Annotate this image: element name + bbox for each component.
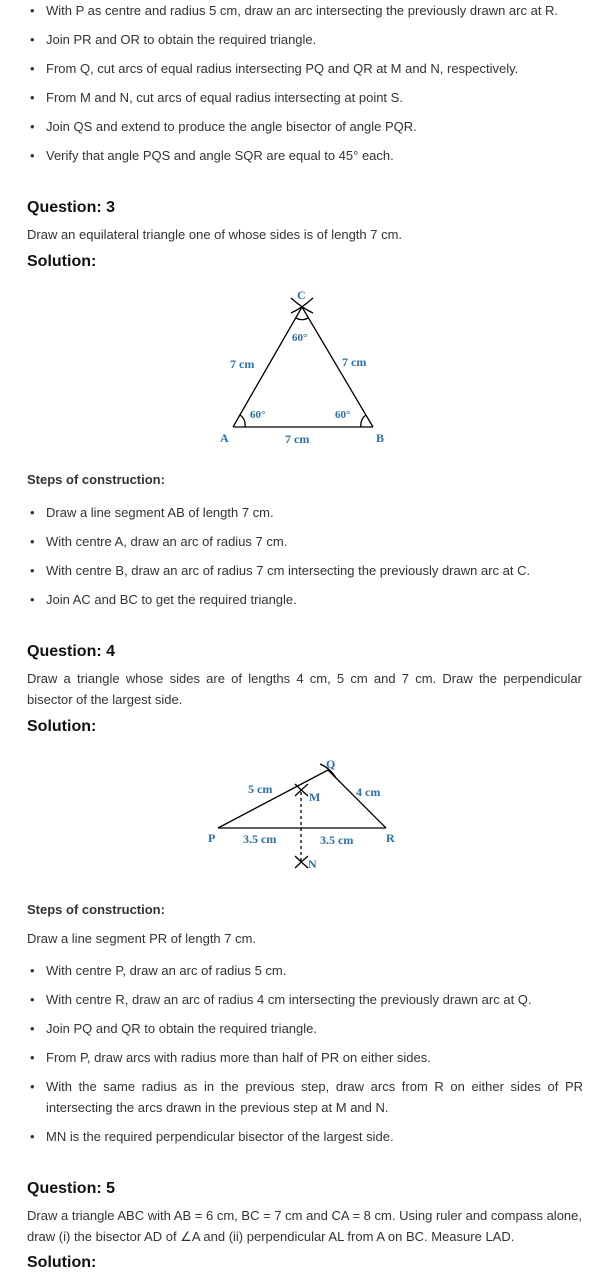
q5-text: Draw a triangle ABC with AB = 6 cm, BC = 7 cm and CA = 8 cm. Using ruler and compass alone, draw (i) the bisector AD of ∠A and (ii) perpendicular AL from A on BC. Measure LAD.	[27, 1208, 582, 1244]
list-item: • Verify that angle PQS and angle SQR are equal to 45° each.	[0, 145, 613, 166]
side-left-label: 7 cm	[230, 357, 255, 371]
label-a: A	[220, 431, 229, 445]
label-n: N	[308, 857, 317, 871]
list-item: • With centre A, draw an arc of radius 7 cm.	[0, 531, 613, 552]
side-right-label: 7 cm	[342, 355, 367, 369]
angle-a-label: 60°	[250, 409, 266, 421]
q2-steps-list	[0, 0, 613, 174]
label-p: P	[208, 831, 216, 845]
list-item: • With P as centre and radius 5 cm, draw an arc intersecting the previously drawn arc at R.	[0, 0, 613, 21]
q3-solution-heading: Solution:	[27, 253, 97, 270]
q3-steps-list	[0, 502, 613, 618]
q4-steps-title: Steps of construction:	[27, 902, 165, 917]
list-item: • From Q, cut arcs of equal radius intersecting PQ and QR at M and N, respectively.	[0, 58, 613, 79]
list-item: • With centre P, draw an arc of radius 5 cm.	[0, 960, 613, 981]
angle-c-label: 60°	[292, 332, 308, 344]
q4-steps-list	[0, 960, 613, 1155]
list-item: • Join PR and OR to obtain the required triangle.	[0, 29, 613, 50]
q3-steps-title: Steps of construction:	[27, 472, 165, 487]
q4-solution-heading: Solution:	[27, 718, 97, 735]
q4-text: Draw a triangle whose sides are of lengths 4 cm, 5 cm and 7 cm. Draw the perpendicular bisector of the largest side.	[27, 671, 582, 707]
label-c: C	[297, 288, 306, 302]
side-bottom-label: 7 cm	[285, 432, 310, 446]
list-item: • Join PQ and QR to obtain the required triangle.	[0, 1018, 613, 1039]
half-right-label: 3.5 cm	[320, 833, 354, 847]
q5-heading: Question: 5	[27, 1180, 116, 1197]
angle-b-label: 60°	[335, 409, 351, 421]
list-item: • With centre R, draw an arc of radius 4 cm intersecting the previously drawn arc at Q.	[0, 989, 613, 1010]
list-item: • Draw a line segment AB of length 7 cm.	[0, 502, 613, 523]
list-item: • Join QS and extend to produce the angle bisector of angle PQR.	[0, 116, 613, 137]
list-item: • From P, draw arcs with radius more than half of PR on either sides.	[0, 1047, 613, 1068]
q5-solution-heading: Solution:	[27, 1254, 97, 1271]
q3-text: Draw an equilateral triangle one of whose sides is of length 7 cm.	[27, 227, 403, 242]
q3-heading: Question: 3	[27, 199, 116, 216]
list-item: • From M and N, cut arcs of equal radius intersecting at point S.	[0, 87, 613, 108]
list-item: • Join AC and BC to get the required triangle.	[0, 589, 613, 610]
label-b: B	[376, 431, 385, 445]
q4-triangle-figure	[200, 752, 415, 882]
side-pq-label: 5 cm	[248, 782, 273, 796]
label-r: R	[386, 831, 395, 845]
list-item: • With centre B, draw an arc of radius 7 cm intersecting the previously drawn arc at C.	[0, 560, 613, 581]
label-q: Q	[326, 757, 336, 771]
half-left-label: 3.5 cm	[243, 832, 277, 846]
q4-heading: Question: 4	[27, 643, 116, 660]
q3-triangle-figure	[200, 282, 410, 452]
label-m: M	[309, 790, 321, 804]
side-qr-label: 4 cm	[356, 785, 381, 799]
list-item: • MN is the required perpendicular bisector of the largest side.	[0, 1126, 613, 1147]
list-item: • With the same radius as in the previous step, draw arcs from R on either sides of PR intersecting the arcs drawn in the previous step at M and N.	[0, 1076, 613, 1118]
q4-steps-intro: Draw a line segment PR of length 7 cm.	[27, 931, 257, 946]
